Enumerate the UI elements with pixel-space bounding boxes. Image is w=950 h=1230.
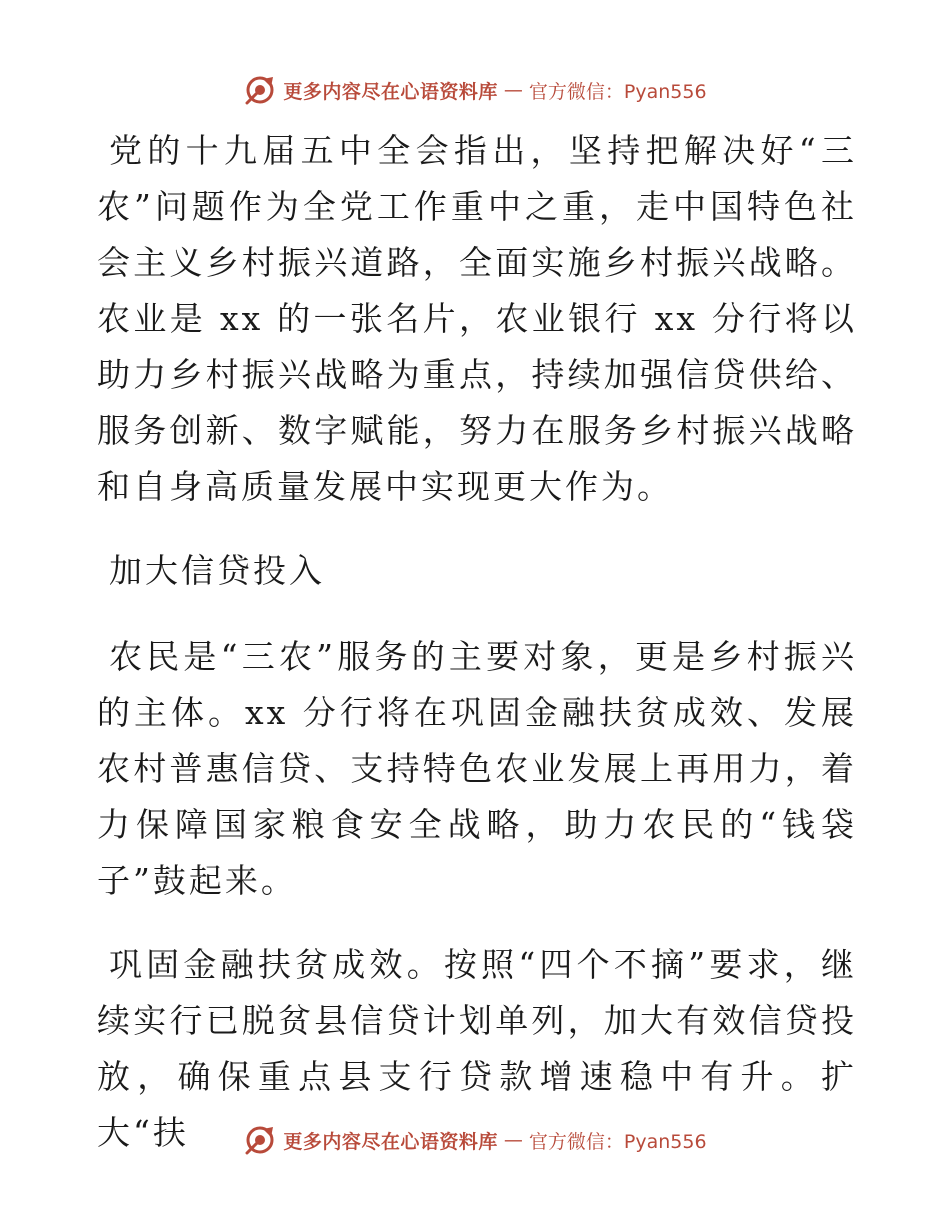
paragraph-poverty: 巩固金融扶贫成效。按照“四个不摘”要求，继续实行已脱贫县信贷计划单列，加大有效信贷投放，确保重点县支行贷款增速稳中有升。扩大“扶 [97, 945, 857, 1152]
banner-title: 更多内容尽在心语资料库 [283, 1130, 498, 1153]
pen-logo-icon [243, 1123, 277, 1157]
banner-wechat: 官方微信：Pyan556 [528, 80, 707, 103]
banner-separator: — [503, 79, 523, 101]
header-banner [0, 70, 950, 110]
pen-logo-icon [243, 73, 277, 107]
banner-wechat: 官方微信：Pyan556 [528, 1130, 707, 1153]
section-heading: 加大信贷投入 [109, 551, 325, 590]
banner-separator: — [503, 1129, 523, 1151]
footer-banner [0, 1120, 950, 1160]
banner-title: 更多内容尽在心语资料库 [283, 80, 498, 103]
paragraph-farmers: 农民是“三农”服务的主要对象，更是乡村振兴的主体。xx 分行将在巩固金融扶贫成效、发展农村普惠信贷、支持特色农业发展上再用力，着力保障国家粮食安全战略，助力农民的“钱袋子”鼓起来。 [97, 637, 857, 900]
paragraph-intro: 党的十九届五中全会指出，坚持把解决好“三农”问题作为全党工作重中之重，走中国特色社会主义乡村振兴道路，全面实施乡村振兴战略。农业是 xx 的一张名片，农业银行 xx 分行将以助力乡村振兴战略为重点，持续加强信贷供给、服务创新、数字赋能，努力在服务乡村振兴战略和自身高质量发展中实现更大作为。 [97, 131, 857, 506]
document-body [97, 123, 857, 1189]
